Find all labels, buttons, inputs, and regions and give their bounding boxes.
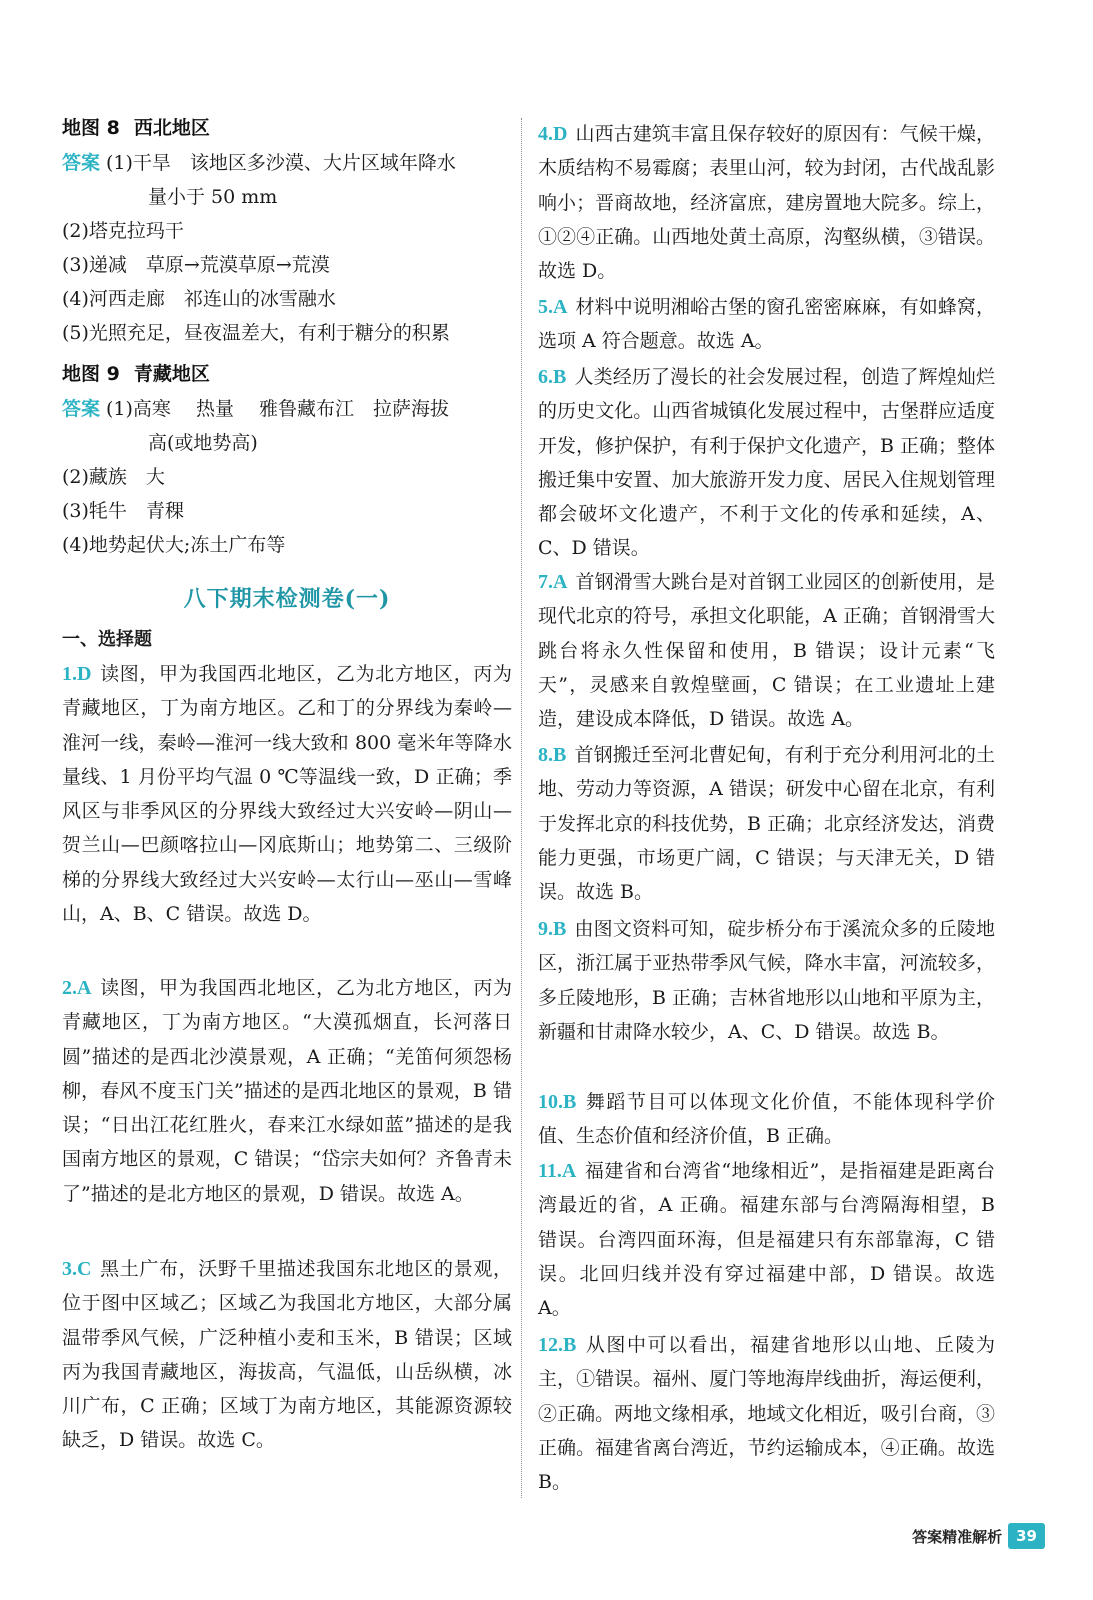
answer-tag: 答案 — [62, 152, 101, 174]
answer-text: (1)干旱 该地区多沙漠、大片区域年降水 — [106, 152, 456, 174]
footer-label: 答案精准解析 — [912, 1527, 1003, 1546]
section-heading: 一、选择题 — [62, 629, 152, 650]
answer-line: (4)河西走廊 祁连山的冰雪融水 — [62, 288, 336, 310]
question-11 — [538, 1154, 995, 1325]
answer-line: 量小于 50 mm — [148, 186, 278, 208]
question-number: 5.A — [538, 296, 568, 318]
page-number: 39 — [1008, 1523, 1045, 1549]
question-text: 山西古建筑丰富且保存较好的原因有：气候干燥，木质结构不易霉腐；表里山河，较为封闭，古代战乱影响小；晋商故地，经济富庶，建房置地大院多。综上，①②④正确。山西地处黄土高原，沟壑纵横，③错误。故选 D。 — [538, 123, 995, 283]
question-text: 首钢搬迁至河北曹妃甸，有利于充分利用河北的土地、劳动力等资源，A 错误；研发中心留在北京，有利于发挥北京的科技优势，B 正确；北京经济发达，消费能力更强，市场更广阔，C 错误；与天津无关，D 错误。故选 B。 — [538, 744, 996, 904]
column-divider — [521, 118, 522, 1498]
map8-title-number: 地图 8 — [62, 117, 120, 139]
question-3 — [62, 1252, 512, 1458]
answer-line: (5)光照充足，昼夜温差大，有利于糖分的积累 — [62, 322, 450, 344]
question-number: 7.A — [538, 571, 568, 593]
map9-title-name: 青藏地区 — [133, 363, 210, 385]
exam-title: 八下期末检测卷(一) — [183, 586, 391, 612]
answer-line: (4)地势起伏大;冻土广布等 — [62, 534, 286, 556]
question-12 — [538, 1328, 995, 1499]
question-5 — [538, 290, 995, 359]
answer-line — [62, 146, 512, 180]
question-number: 1.D — [62, 663, 92, 685]
question-text: 舞蹈节目可以体现文化价值，不能体现科学价值、生态价值和经济价值，B 正确。 — [538, 1091, 995, 1148]
map8-answers — [62, 146, 512, 350]
question-number: 9.B — [538, 918, 567, 940]
question-text: 从图中可以看出，福建省地形以山地、丘陵为主，①错误。福州、厦门等地海岸线曲折，海运便利，②正确。两地文缘相承，地域文化相近，吸引台商，③正确。福建省离台湾近，节约运输成本，④正确。故选 B。 — [538, 1334, 995, 1494]
question-9 — [538, 912, 995, 1049]
question-number: 10.B — [538, 1091, 577, 1113]
answer-text: (1)高寒 热量 雅鲁藏布江 拉萨海拔 — [106, 398, 450, 420]
question-number: 11.A — [538, 1160, 577, 1182]
question-7 — [538, 565, 995, 736]
map9-answers — [62, 392, 512, 562]
question-text: 由图文资料可知，碇步桥分布于溪流众多的丘陵地区，浙江属于亚热带季风气候，降水丰富，河流较多，多丘陵地形，B 正确；吉林省地形以山地和平原为主，新疆和甘肃降水较少，A、C、D 错误。故选 B。 — [538, 918, 996, 1043]
question-1 — [62, 657, 512, 931]
answer-line: (3)牦牛 青稞 — [62, 500, 184, 522]
question-text: 福建省和台湾省“地缘相近”，是指福建是距离台湾最近的省，A 正确。福建东部与台湾隔海相望，B 错误。台湾四面环海，但是福建只有东部靠海，C 错误。北回归线并没有穿过福建中部，D 错误。故选 A。 — [538, 1160, 995, 1320]
map9-title-number: 地图 9 — [62, 363, 120, 385]
question-text: 首钢滑雪大跳台是对首钢工业园区的创新使用，是现代北京的符号，承担文化职能，A 正确；首钢滑雪大跳台将永久性保留和使用，B 错误；设计元素“飞天”，灵感来自敦煌壁画，C 错误；在工业遗址上建造，建设成本降低，D 错误。故选 A。 — [538, 571, 995, 731]
question-text: 材料中说明湘峪古堡的窗孔密密麻麻，有如蜂窝，选项 A 符合题意。故选 A。 — [538, 296, 995, 353]
answer-line: (2)塔克拉玛干 — [62, 220, 184, 242]
question-4 — [538, 117, 995, 288]
map8-title — [62, 113, 512, 140]
question-text: 人类经历了漫长的社会发展过程，创造了辉煌灿烂的历史文化。山西省城镇化发展过程中，古堡群应适度开发，修护保护，有利于保护文化遗产，B 正确；整体搬迁集中安置、加大旅游开发力度、居民入住规划管理都会破坏文化遗产，不利于文化的传承和延续，A、C、D 错误。 — [538, 366, 996, 560]
page-footer — [912, 1518, 1045, 1554]
question-number: 3.C — [62, 1258, 92, 1280]
answer-line — [62, 392, 512, 426]
question-number: 8.B — [538, 744, 567, 766]
answer-line: (2)藏族 大 — [62, 466, 165, 488]
question-text: 读图，甲为我国西北地区，乙为北方地区，丙为青藏地区，丁为南方地区。“大漠孤烟直，长河落日圆”描述的是西北沙漠景观，A 正确；“羌笛何须怨杨柳，春风不度玉门关”描述的是西北地区的景观，B 错误；“日出江花红胜火，春来江水绿如蓝”描述的是我国南方地区的景观，C 错误；“岱宗夫如何？齐鲁青未了”描述的是北方地区的景观，D 错误。故选 A。 — [62, 977, 512, 1205]
map9-title — [62, 359, 512, 386]
question-number: 12.B — [538, 1334, 577, 1356]
question-10 — [538, 1085, 995, 1154]
question-number: 6.B — [538, 366, 567, 388]
question-6 — [538, 360, 995, 566]
question-text: 读图，甲为我国西北地区，乙为北方地区，丙为青藏地区，丁为南方地区。乙和丁的分界线为秦岭—淮河一线，秦岭—淮河一线大致和 800 毫米年等降水量线、1 月份平均气温 0 ℃等温线一致，D 正确；季风区与非季风区的分界线大致经过大兴安岭—阴山—贺兰山—巴颜喀拉山—冈底斯山；地势第二、三级阶梯的分界线大致经过大兴安岭—太行山—巫山—雪峰山，A、B、C 错误。故选 D。 — [62, 663, 512, 926]
question-8 — [538, 738, 995, 909]
question-2 — [62, 971, 512, 1211]
question-number: 4.D — [538, 123, 568, 145]
question-number: 2.A — [62, 977, 92, 999]
question-text: 黑土广布，沃野千里描述我国东北地区的景观，位于图中区域乙；区域乙为我国北方地区，大部分属温带季风气候，广泛种植小麦和玉米，B 错误；区域丙为我国青藏地区，海拔高，气温低，山岳纵横，冰川广布，C 正确；区域丁为南方地区，其能源资源较缺乏，D 错误。故选 C。 — [62, 1258, 512, 1452]
answer-line: 高(或地势高) — [148, 432, 258, 454]
answer-tag: 答案 — [62, 398, 101, 420]
answer-line: (3)递减 草原→荒漠草原→荒漠 — [62, 254, 330, 276]
map8-title-name: 西北地区 — [133, 117, 210, 139]
